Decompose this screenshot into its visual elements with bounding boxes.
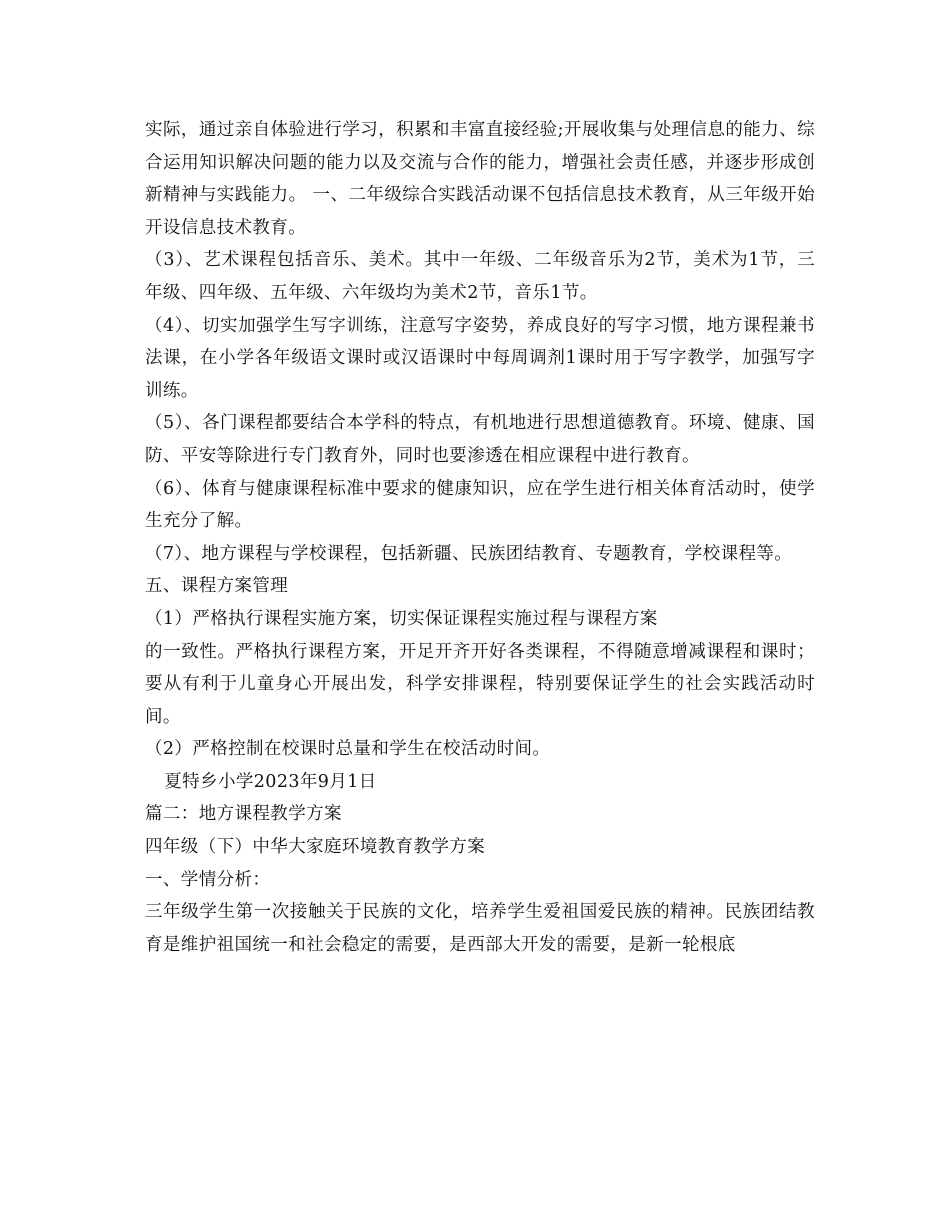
paragraph-writing-training: （4）、切实加强学生写字训练，注意写字姿势，养成良好的写字习惯，地方课程兼书法课，在小学各年级语文课时或汉语课时中每周调剂1课时用于写字教学，加强写字训练。 <box>145 315 815 401</box>
document-body <box>145 114 815 961</box>
chapter-heading-local-course-plan: 篇二：地方课程教学方案 <box>145 804 342 825</box>
section-heading-student-analysis: 一、学情分析： <box>145 869 271 890</box>
plan-title: 四年级（下）中华大家庭环境教育教学方案 <box>145 837 486 858</box>
section-heading-course-management: 五、课程方案管理 <box>145 576 289 597</box>
paragraph-moral-education: （5）、各门课程都要结合本学科的特点，有机地进行思想道德教育。环境、健康、国防、平安等除进行专门教育外，同时也要渗透在相应课程中进行教育。 <box>145 413 815 466</box>
paragraph-consistency: 的一致性。严格执行课程方案，开足开齐开好各类课程，不得随意增减课程和课时；要从有利于儿童身心开展出发，科学安排课程，特别要保证学生的社会实践活动时间。 <box>145 641 815 727</box>
paragraph-art-course: （3）、艺术课程包括音乐、美术。其中一年级、二年级音乐为2节，美术为1节，三年级、四年级、五年级、六年级均为美术2节，音乐1节。 <box>145 250 815 303</box>
paragraph-control-hours: （2）严格控制在校课时总量和学生在校活动时间。 <box>145 739 551 760</box>
paragraph-student-analysis: 三年级学生第一次接触关于民族的文化，培养学生爱祖国爱民族的精神。民族团结教育是维护祖国统一和社会稳定的需要，是西部大开发的需要，是新一轮根底 <box>145 902 815 955</box>
paragraph-practice-intro: 实际，通过亲自体验进行学习，积累和丰富直接经验;开展收集与处理信息的能力、综合运用知识解决问题的能力以及交流与合作的能力，增强社会责任感，并逐步形成创新精神与实践能力。 一、二年级综合实践活动课不包括信息技术教育，从三年级开始开设信息技术教育。 <box>145 120 815 238</box>
signature-date: 夏特乡小学2023年9月1日 <box>164 771 377 792</box>
paragraph-health-knowledge: （6）、体育与健康课程标准中要求的健康知识，应在学生进行相关体育活动时，使学生充分了解。 <box>145 478 815 532</box>
paragraph-strict-implementation: （1）严格执行课程实施方案，切实保证课程实施过程与课程方案 <box>145 608 658 629</box>
paragraph-local-school-course: （7）、地方课程与学校课程，包括新疆、民族团结教育、专题教育，学校课程等。 <box>145 543 793 564</box>
